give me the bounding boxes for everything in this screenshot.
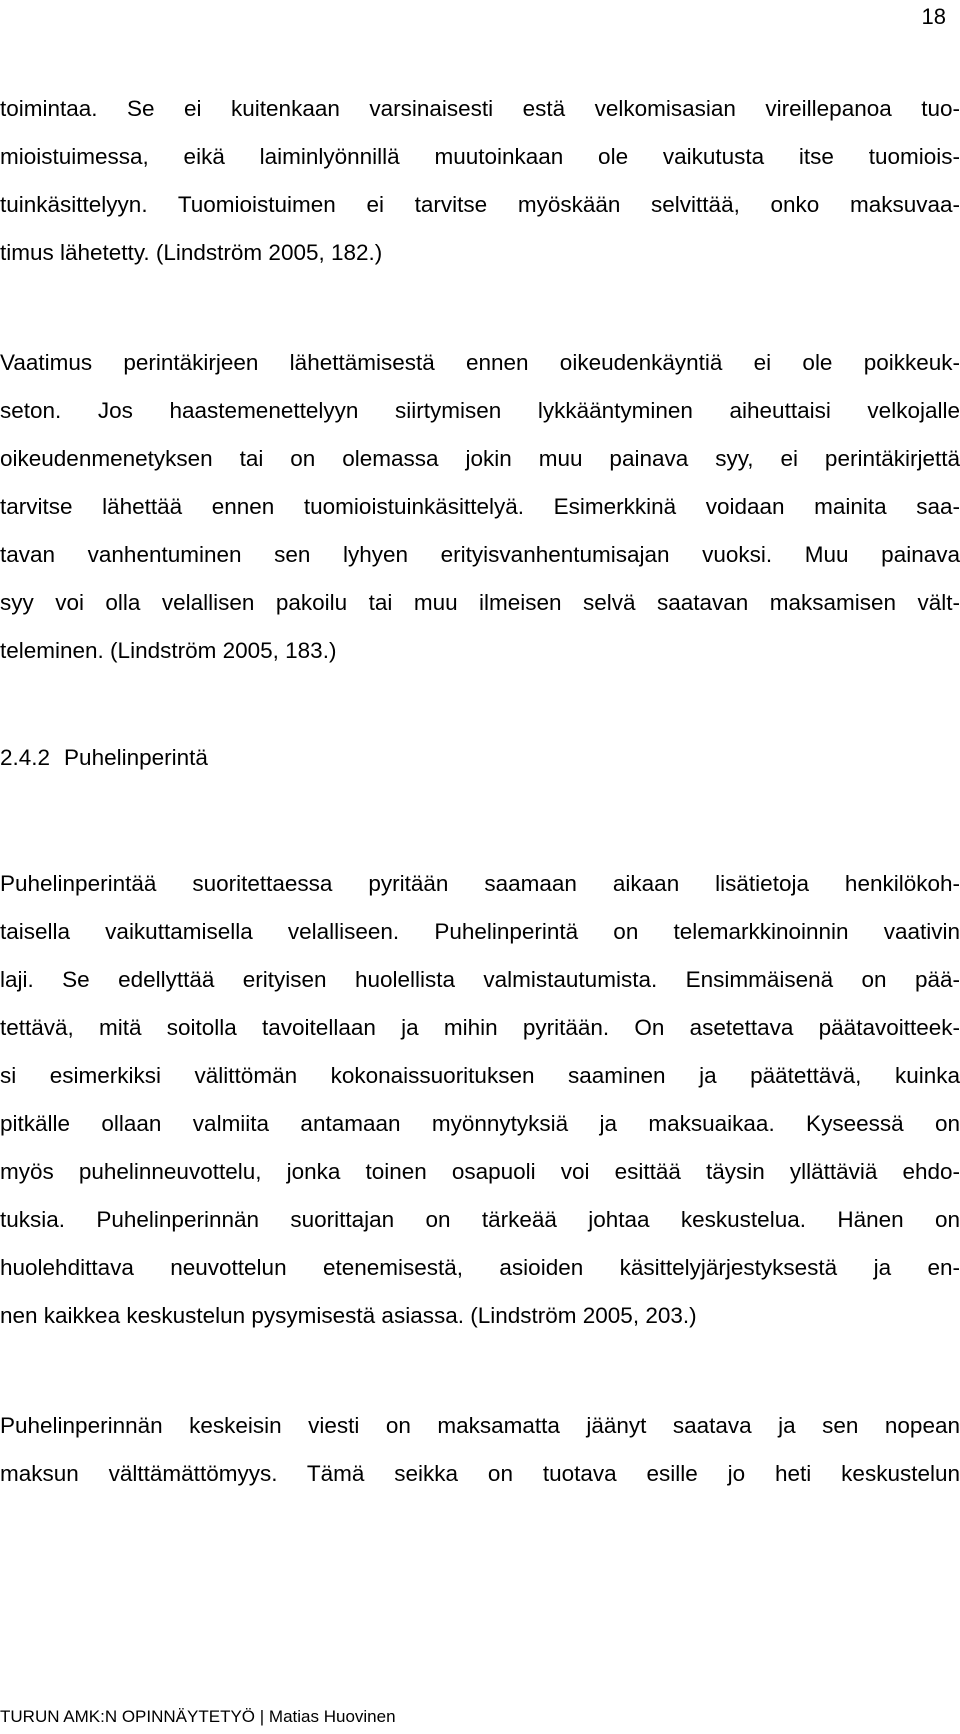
text-line: toimintaa. Se ei kuitenkaan varsinaisesti estä velkomisasian vireillepanoa tuo- bbox=[0, 96, 960, 121]
text-line: tuinkäsittelyyn. Tuomioistuimen ei tarvitse myöskään selvittää, onko maksuvaa- bbox=[0, 192, 960, 217]
text-line: pitkälle ollaan valmiita antamaan myönnytyksiä ja maksuaikaa. Kyseessä on bbox=[0, 1111, 960, 1136]
section-title: Puhelinperintä bbox=[64, 745, 208, 770]
text-line: tuksia. Puhelinperinnän suorittajan on tärkeää johtaa keskustelua. Hänen on bbox=[0, 1207, 960, 1232]
text-line: Puhelinperintää suoritettaessa pyritään saamaan aikaan lisätietoja henkilökoh- bbox=[0, 871, 960, 896]
text-line: maksun välttämättömyys. Tämä seikka on tuotava esille jo heti keskustelun bbox=[0, 1461, 960, 1486]
text-line: mioistuimessa, eikä laiminlyönnillä muutoinkaan ole vaikutusta itse tuomiois- bbox=[0, 144, 960, 169]
text-line: seton. Jos haastemenettelyyn siirtymisen lykkääntyminen aiheuttaisi velkojalle bbox=[0, 398, 960, 423]
text-line: tarvitse lähettää ennen tuomioistuinkäsittelyä. Esimerkkinä voidaan mainita saa- bbox=[0, 494, 960, 519]
text-line: laji. Se edellyttää erityisen huolellista valmistautumista. Ensimmäisenä on pää- bbox=[0, 967, 960, 992]
text-line: nen kaikkea keskustelun pysymisestä asiassa. (Lindström 2005, 203.) bbox=[0, 1303, 697, 1328]
section-number: 2.4.2 bbox=[0, 745, 51, 770]
page-number: 18 bbox=[921, 4, 946, 29]
text-line: syy voi olla velallisen pakoilu tai muu ilmeisen selvä saatavan maksamisen vält- bbox=[0, 590, 960, 615]
footer-school: TURUN AMK:N OPINNÄYTETYÖ bbox=[0, 1707, 256, 1726]
text-line: huolehdittava neuvottelun etenemisestä, asioiden käsittelyjärjestyksestä ja en- bbox=[0, 1255, 960, 1280]
footer-separator: | bbox=[259, 1707, 265, 1726]
text-line: oikeudenmenetyksen tai on olemassa jokin muu painava syy, ei perintäkirjettä bbox=[0, 446, 960, 471]
text-line: tettävä, mitä soitolla tavoitellaan ja mihin pyritään. On asetettava päätavoitteek- bbox=[0, 1015, 960, 1040]
text-line: Puhelinperinnän keskeisin viesti on maksamatta jäänyt saatava ja sen nopean bbox=[0, 1413, 960, 1438]
text-line: timus lähetetty. (Lindström 2005, 182.) bbox=[0, 240, 383, 265]
footer-author: Matias Huovinen bbox=[268, 1707, 396, 1726]
text-line: taisella vaikuttamisella velalliseen. Puhelinperintä on telemarkkinoinnin vaativin bbox=[0, 919, 960, 944]
text-line: myös puhelinneuvottelu, jonka toinen osapuoli voi esittää täysin yllättäviä ehdo- bbox=[0, 1159, 960, 1184]
text-line: tavan vanhentuminen sen lyhyen erityisvanhentumisajan vuoksi. Muu painava bbox=[0, 542, 960, 567]
text-line: si esimerkiksi välittömän kokonaissuorituksen saaminen ja päätettävä, kuinka bbox=[0, 1063, 960, 1088]
text-line: teleminen. (Lindström 2005, 183.) bbox=[0, 638, 337, 663]
text-line: Vaatimus perintäkirjeen lähettämisestä ennen oikeudenkäyntiä ei ole poikkeuk- bbox=[0, 350, 960, 375]
page-footer bbox=[0, 1706, 396, 1728]
section-heading bbox=[0, 743, 208, 773]
